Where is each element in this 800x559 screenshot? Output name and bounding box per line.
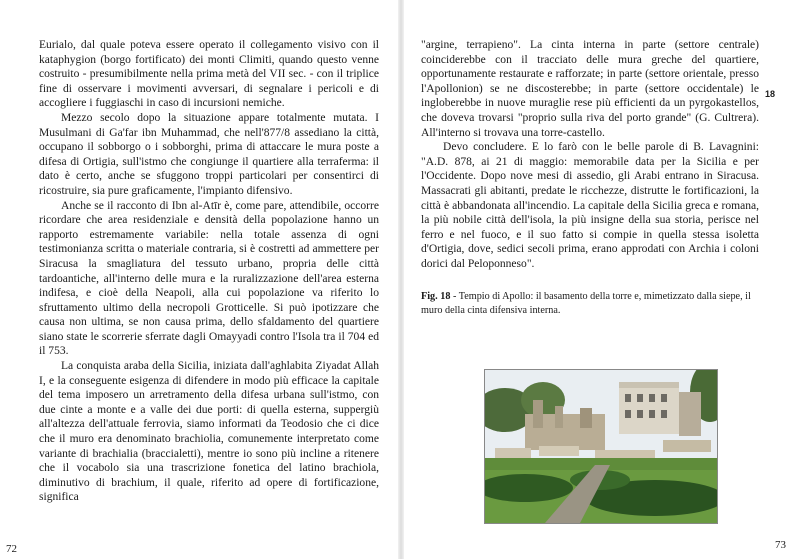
left-page-text (39, 38, 379, 505)
temple-photo (484, 369, 718, 524)
paragraph: Mezzo secolo dopo la situazione appare totalmente mutata. I Musulmani di Ga'far ibn Muhammad, che nell'877/8 assediano la città, occupano il sobborgo o i sobborghi, prima di attaccare le mura poste a difesa di Ortigia, sull'istmo che congiunge il quartiere alla terraferma: il dato è certo, anche se sfuggono troppi particolari per consentirci di ricostruire, sia pure graficamente, l'impianto difensivo. (39, 111, 379, 197)
paragraph: Anche se il racconto di Ibn al-Atīr è, come pare, attendibile, occorre ricordare che area residenziale e densità della popolazione hanno un rapporto estremamente variabile: nella totale assenza di ogni testimonianza scritta o materiale contraria, si è costretti ad ammettere per Siracusa la smagliatura del tessuto urbano, propria delle città tardoantiche, all'interno delle mura e la ruralizzazione dell'area esterna indifesa, e cioè della Neapoli, alla cui popolazione va riferito lo sfruttamento ultimo della necropoli Grotticelle. Si può ipotizzare che causa non ultima, se non causa prima, dello sfaldamento del quartiere siano state le scorrerie sferrate dagli Omayyadi contro l'Isola tra il 704 ed il 753. (39, 199, 379, 358)
right-page-text (421, 38, 759, 272)
figure-caption-text: - Tempio di Apollo: il basamento della torre e, mimetizzato dalla siepe, il muro della cinta difensiva interna. (421, 291, 751, 316)
paragraph: "argine, terrapieno". La cinta interna in parte (settore centrale) coinciderebbe con il tracciato delle mura greche del quartiere, opportunamente restaurate e rafforzate; in parte (settore orientale, presso l'Apollonion) se ne discosterebbe; in parte (settore occidentale) le ingloberebbe in nuove muraglie rese più efficienti da un pyrgokastellos, che doveva trovarsi "proprio sulla riva del porto grande" (G. Cultrera). All'interno si trovava una torre-castello. (421, 39, 759, 139)
page-number-right: 73 (775, 539, 786, 551)
paragraph: La conquista araba della Sicilia, iniziata dall'aghlabita Ziyadat Allah I, e la conseguente esigenza di difendere in modo più efficace la capitale del tema imposero un arretramento della difesa urbana sull'istmo, con due cinte a monte e a valle dei due porti: di quella esterna, suppergiù all'altezza dell'attuale ferrovia, siamo informati da Teodosio che ci dice che il muro era denominato brachiolia, comunemente interpretato come variante di brachialia (braccialetti), mentre io sono più incline a ritenere che il vocabolo sia una trascrizione fonetica del latino brachiola, diminutivo di brachium, il quale, riferito ad opere di fortificazione, significa (39, 360, 379, 504)
figure-label: Fig. 18 (421, 291, 451, 302)
book-gutter (398, 0, 404, 559)
margin-figure-reference: 18 (765, 89, 776, 99)
paragraph: Eurialo, dal quale poteva essere operato il collegamento visivo con il kataphygion (borgo fortificato) dei monti Climiti, quando questo venne costruito - presumibilmente nella prima metà del VII sec. - con il triplice fine di osservare i movimenti avversari, di segnalare i pericoli e di accogliere i fuggiaschi in caso di incursioni nemiche. (39, 39, 379, 110)
figure-caption (421, 290, 751, 317)
paragraph: Devo concludere. E lo farò con le belle parole di B. Lavagnini: "A.D. 878, ai 21 di maggio: memorabile data per la Sicilia e per l'Occidente. Dopo nove mesi di assedio, gli Arabi entrano in Siracusa. Massacrati gli abitanti, predate le ricchezze, distrutte le fortificazioni, la città è abbandonata all'incendio. La capitale della Sicilia greca e romana, la più nobile città dell'isola, la più insigne della sua storia, perisce nel ferro e nel fuoco, e il suo fatto si compie in quella stessa isoletta d'Ortigia, dove, sedici secoli prima, erano approdati con Archia i coloni dorici dal Peloponneso". (421, 141, 759, 270)
page-number-left: 72 (6, 543, 17, 555)
